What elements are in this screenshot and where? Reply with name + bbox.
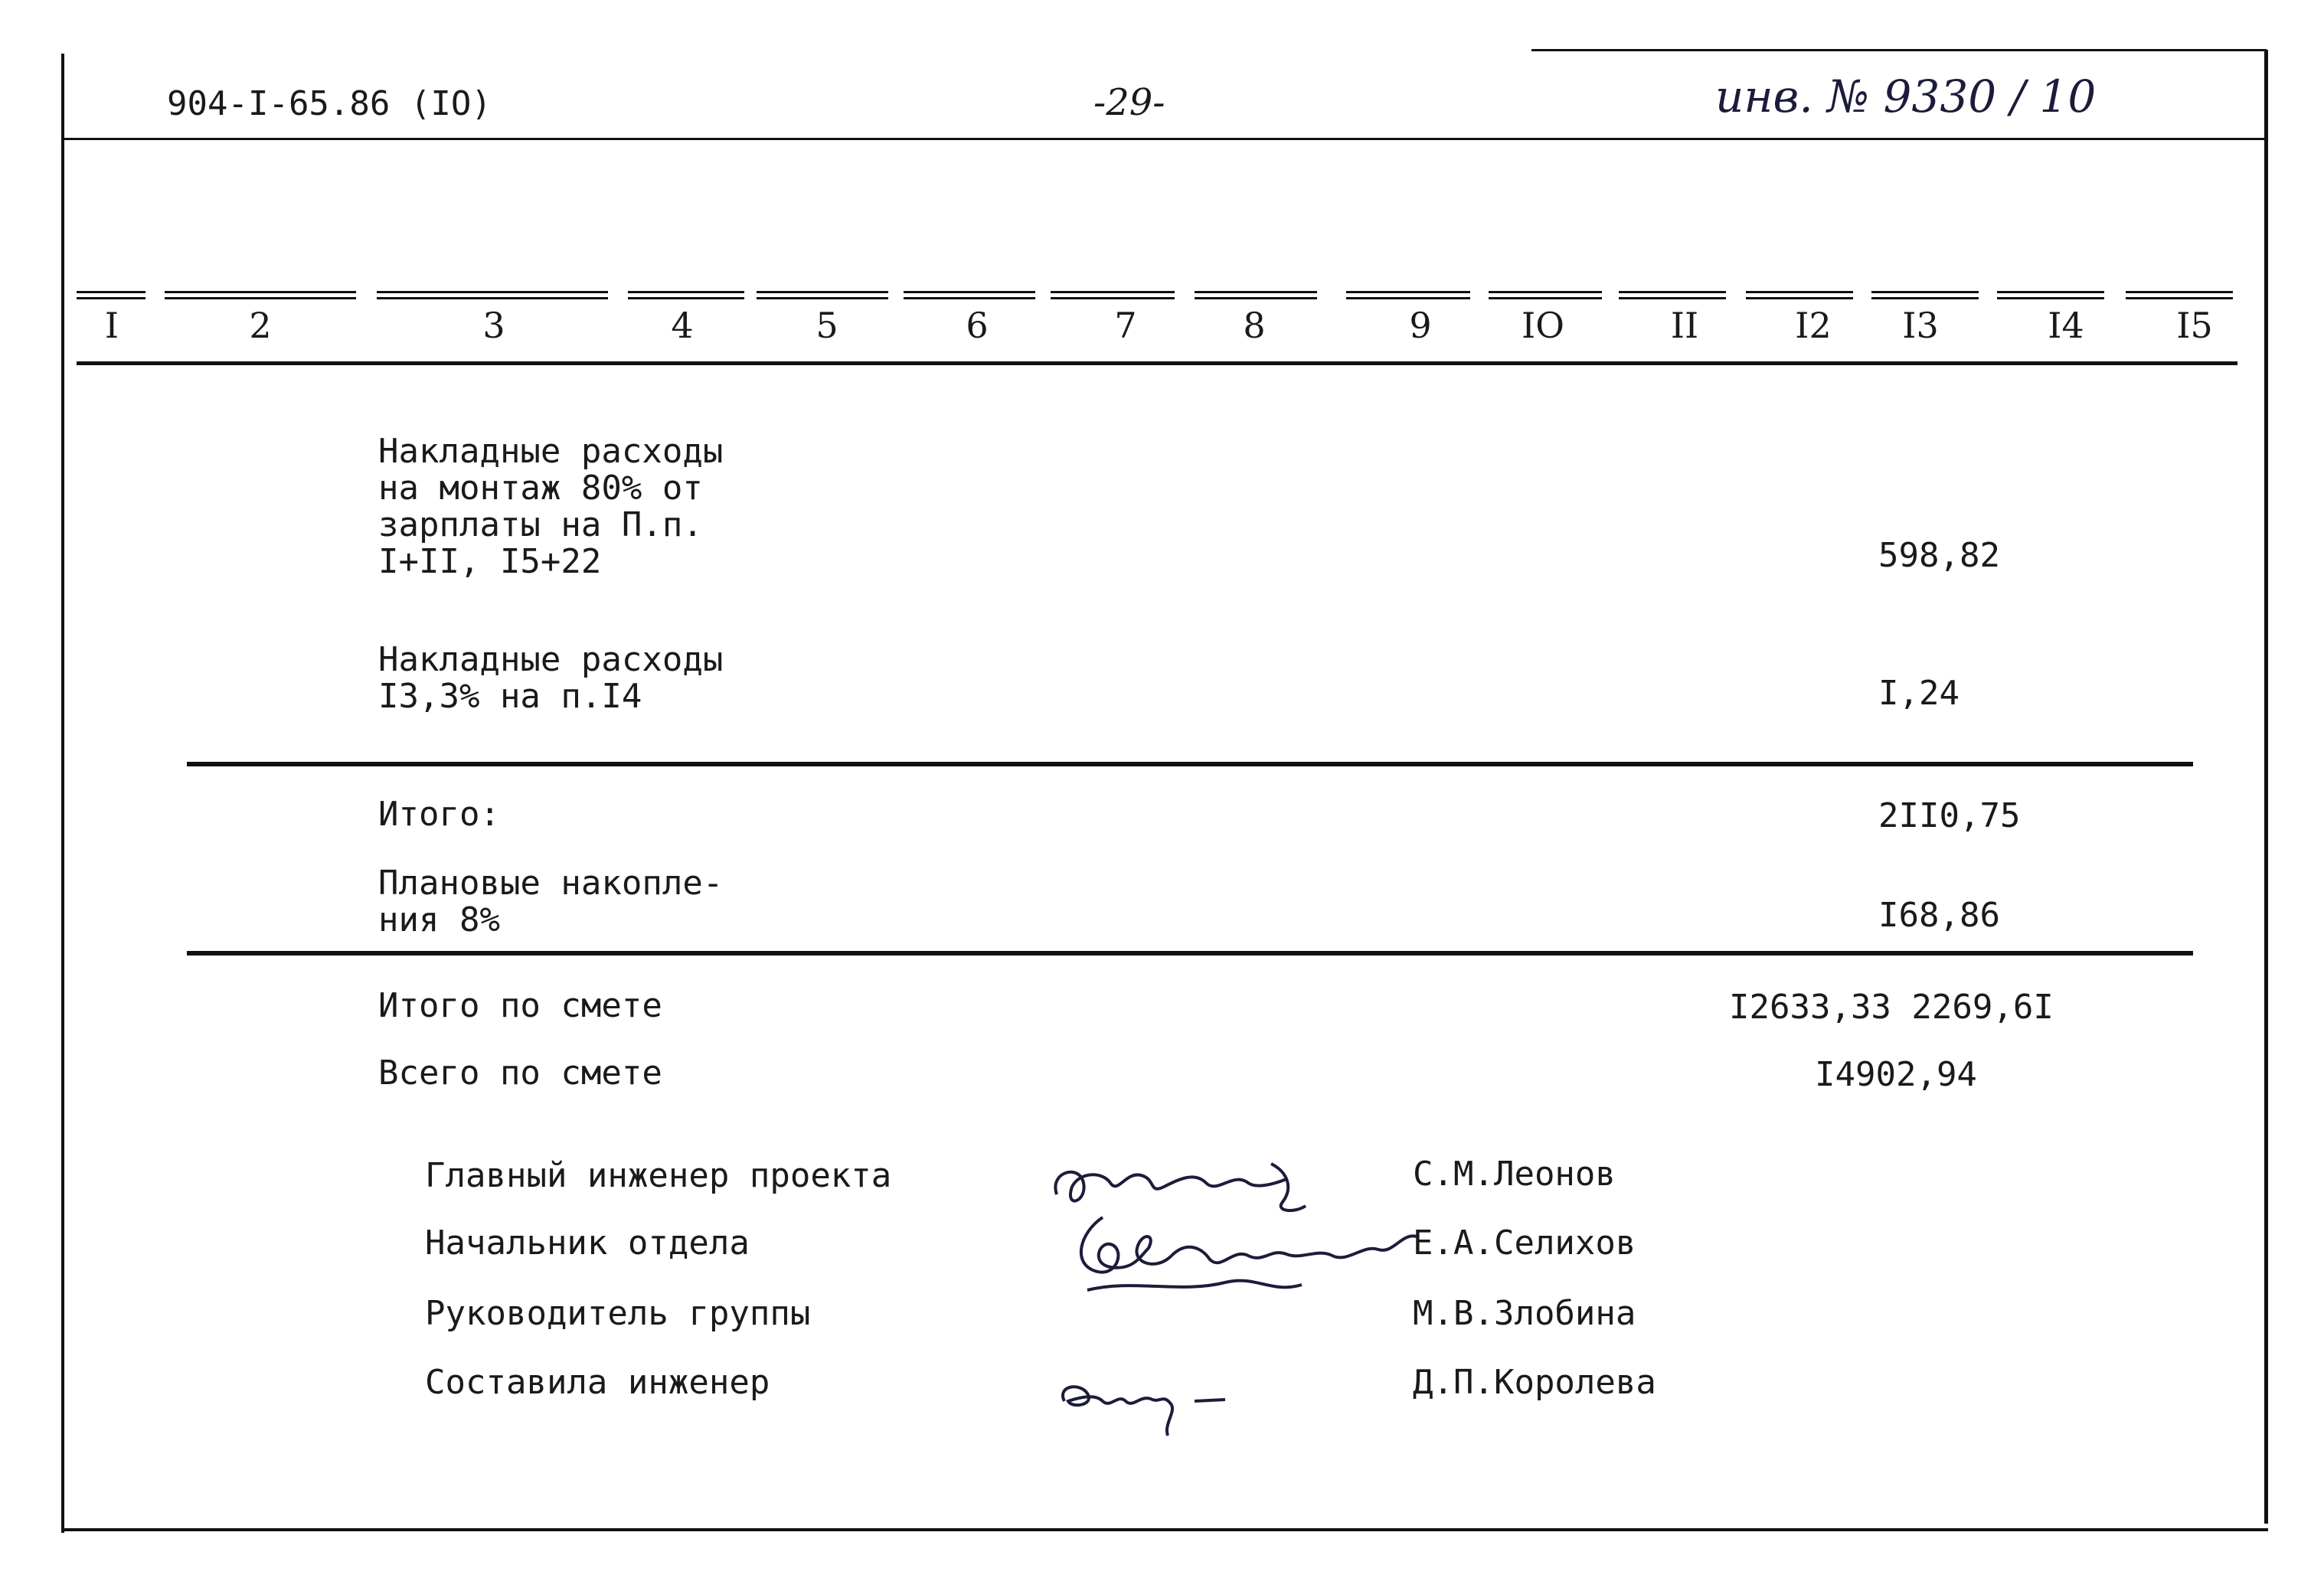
signatory-title: Руководитель группы (425, 1294, 811, 1333)
signatory-name: М.В.Злобина (1413, 1294, 1636, 1333)
doc-code: 904-I-65.86 (IO) (167, 84, 492, 123)
column-number: 9 (1409, 305, 1432, 346)
estimate-total-label: Итого по смете (378, 986, 662, 1025)
column-number: 3 (482, 305, 505, 346)
grand-total-value: I4902,94 (1815, 1055, 1977, 1094)
column-number: II (1670, 305, 1699, 346)
column-number: I3 (1902, 305, 1939, 346)
signatory-title: Составила инженер (425, 1363, 770, 1402)
frame-left-border (61, 54, 64, 1533)
column-number: 8 (1243, 305, 1266, 346)
total-rule (187, 951, 2193, 956)
row-2-amount: I,24 (1878, 674, 1960, 713)
signatory-title: Главный инженер проекта (425, 1156, 892, 1195)
signatory-title: Начальник отдела (425, 1223, 750, 1263)
frame-bottom-border (61, 1528, 2268, 1531)
signatory-name: С.М.Леонов (1413, 1155, 1616, 1194)
row-4-amount: I68,86 (1878, 896, 2000, 935)
column-number: 6 (966, 305, 989, 346)
subtotal-rule (187, 762, 2193, 766)
column-number: 4 (671, 305, 694, 346)
column-number: I (104, 305, 119, 346)
column-header-rule (77, 361, 2237, 365)
page-number: -29- (1093, 81, 1165, 124)
column-number: 5 (816, 305, 838, 346)
row-1-amount: 598,82 (1878, 536, 2000, 575)
column-number: I4 (2048, 305, 2084, 346)
column-number: 7 (1114, 305, 1137, 346)
signature-selikhov (1057, 1202, 1455, 1309)
signature-koroleva (1049, 1363, 1294, 1447)
grand-total-label: Всего по смете (378, 1054, 662, 1093)
frame-right-border (2264, 50, 2268, 1524)
frame-top-border (1531, 49, 2267, 51)
column-number: I5 (2176, 305, 2213, 346)
column-number: I2 (1795, 305, 1832, 346)
row-4-text: Плановые накопле- ния 8% (378, 864, 724, 939)
row-2-text: Накладные расходы I3,3% на п.I4 (378, 640, 724, 716)
estimate-total-values: I2633,33 2269,6I (1729, 988, 2054, 1027)
signatory-name: Е.А.Селихов (1413, 1223, 1636, 1263)
signatory-name: Д.П.Королева (1413, 1363, 1656, 1402)
subtotal-amount: 2II0,75 (1878, 796, 2021, 835)
column-number: IO (1522, 305, 1564, 346)
inventory-number: инв. № 9330 / 10 (1715, 70, 2097, 123)
header-rule (61, 138, 2265, 140)
column-number: 2 (249, 305, 272, 346)
subtotal-label: Итого: (378, 795, 500, 834)
row-1-text: Накладные расходы на монтаж 80% от зарплаты на П.п. I+II, I5+22 (378, 432, 724, 581)
